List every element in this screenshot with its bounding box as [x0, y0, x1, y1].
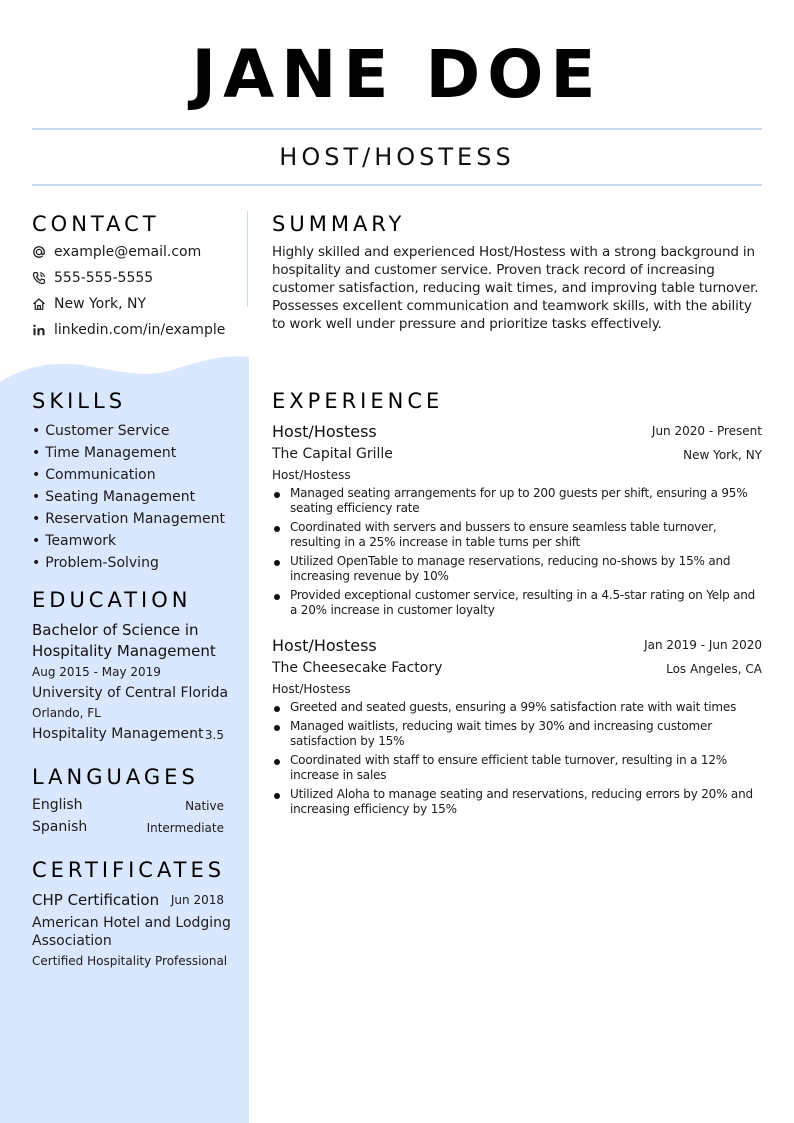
- contact-linkedin[interactable]: [32, 320, 225, 340]
- certificate-description: Certified Hospitality Professional: [32, 954, 228, 968]
- contact-linkedin-text: linkedin.com/in/example: [54, 322, 226, 338]
- skill-item: • Teamwork: [32, 530, 225, 552]
- job-company: The Cheesecake Factory: [272, 660, 443, 676]
- skills-heading: SKILLS: [32, 389, 127, 413]
- education-heading: EDUCATION: [32, 588, 192, 612]
- skills-list: [32, 420, 225, 574]
- contact-email-text: example@email.com: [54, 244, 202, 260]
- contact-phone-text: 555-555-5555: [54, 270, 154, 286]
- job-bullet: Greeted and seated guests, ensuring a 99% satisfaction rate with wait times: [272, 700, 764, 715]
- job-dates: Jan 2019 - Jun 2020: [644, 638, 762, 652]
- home-icon: [32, 297, 46, 311]
- contact-heading: CONTACT: [32, 212, 160, 236]
- candidate-name: JANE DOE: [191, 36, 603, 113]
- contact-location-text: New York, NY: [54, 296, 147, 312]
- education-dates: Aug 2015 - May 2019: [32, 665, 161, 679]
- job-bullet: Coordinated with servers and bussers to ensure seamless table turnover, resulting in a 25% increase in table turns per shift: [272, 520, 764, 550]
- job-bullet: Utilized Aloha to manage seating and reservations, reducing errors by 20% and increasing efficiency by 15%: [272, 787, 764, 817]
- language-name: English: [32, 797, 83, 813]
- skill-item: • Customer Service: [32, 420, 225, 442]
- job-bullet-list: [272, 700, 764, 821]
- language-name: Spanish: [32, 819, 88, 835]
- job-bullet: Managed seating arrangements for up to 200 guests per shift, ensuring a 95% seating efficiency rate: [272, 486, 764, 516]
- skill-item: • Time Management: [32, 442, 225, 464]
- job-bullet-list: [272, 486, 764, 622]
- skill-item: • Problem-Solving: [32, 552, 225, 574]
- summary-text: Highly skilled and experienced Host/Hostess with a strong background in hospitality and customer service. Proven track record of increasing customer satisfaction, reducing wait times, and improving table turnover. Possesses excellent communication and teamwork skills, with the ability to work well under pressure and prioritize tasks effectively.: [272, 244, 759, 332]
- skill-item: • Seating Management: [32, 486, 225, 508]
- header-rule-bottom: [32, 184, 762, 186]
- education-gpa: 3.5: [204, 728, 224, 742]
- job-bullet: Utilized OpenTable to manage reservations, reducing no-shows by 15% and increasing revenue by 10%: [272, 554, 764, 584]
- education-major: Hospitality Management: [32, 726, 204, 742]
- contact-location: [32, 294, 146, 314]
- phone-icon: [32, 271, 46, 285]
- education-school: University of Central Florida: [32, 685, 229, 701]
- job-company: The Capital Grille: [272, 446, 393, 462]
- language-level: Intermediate: [146, 821, 224, 835]
- skill-item: • Reservation Management: [32, 508, 225, 530]
- job-dates: Jun 2020 - Present: [651, 424, 762, 438]
- certificate-issuer: American Hotel and Lodging Association: [32, 915, 231, 949]
- job-location: New York, NY: [683, 448, 762, 462]
- job-role: Host/Hostess: [272, 468, 351, 482]
- contact-email[interactable]: [32, 242, 201, 262]
- job-bullet: Provided exceptional customer service, resulting in a 4.5-star rating on Yelp and a 20% increase in customer loyalty: [272, 588, 764, 618]
- job-title: Host/Hostess: [272, 422, 377, 441]
- skill-item: • Communication: [32, 464, 225, 486]
- at-sign-icon: [32, 245, 46, 259]
- job-bullet: Managed waitlists, reducing wait times by 30% and increasing customer satisfaction by 15%: [272, 719, 764, 749]
- education-location: Orlando, FL: [32, 706, 101, 720]
- job-role: Host/Hostess: [272, 682, 351, 696]
- column-divider: [247, 211, 248, 307]
- summary-heading: SUMMARY: [272, 212, 406, 236]
- certificate-date: Jun 2018: [170, 893, 224, 907]
- linkedin-icon: [32, 323, 46, 337]
- header-rule-top: [32, 128, 762, 130]
- language-level: Native: [185, 799, 224, 813]
- certificates-heading: CERTIFICATES: [32, 858, 226, 882]
- experience-heading: EXPERIENCE: [272, 389, 444, 413]
- job-title: HOST/HOSTESS: [279, 143, 515, 171]
- job-bullet: Coordinated with staff to ensure efficient table turnover, resulting in a 12% increase in sales: [272, 753, 764, 783]
- certificate-name: CHP Certification: [32, 891, 160, 909]
- job-title: Host/Hostess: [272, 636, 377, 655]
- contact-phone[interactable]: [32, 268, 153, 288]
- education-degree: Bachelor of Science in Hospitality Management: [32, 621, 216, 660]
- languages-heading: LANGUAGES: [32, 765, 199, 789]
- job-location: Los Angeles, CA: [666, 662, 762, 676]
